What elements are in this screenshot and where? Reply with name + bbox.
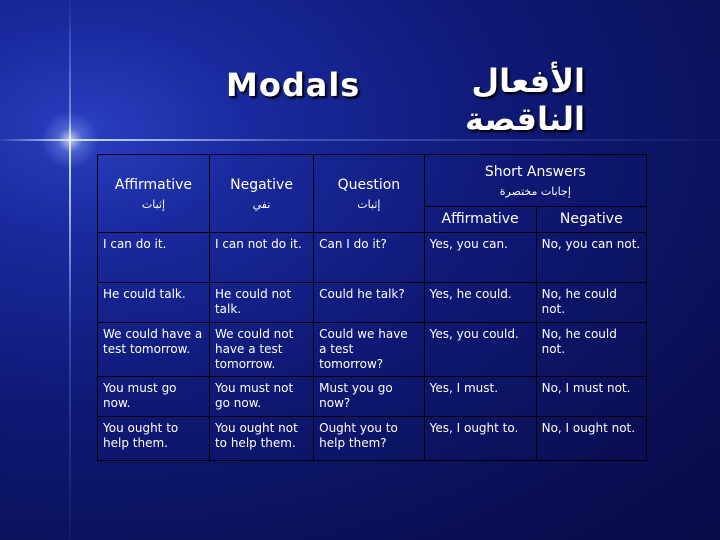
header-arabic-label: نفي xyxy=(252,197,271,211)
table-cell: Yes, you could. xyxy=(424,323,536,377)
header-negative xyxy=(209,155,313,233)
table-row xyxy=(98,417,647,461)
table-row xyxy=(98,377,647,417)
header-short-answers xyxy=(424,155,646,207)
table-cell: We could not have a test tomorrow. xyxy=(209,323,313,377)
table-cell: No, he could not. xyxy=(536,323,646,377)
table-cell: Must you go now? xyxy=(314,377,425,417)
table-cell: Yes, I ought to. xyxy=(424,417,536,461)
table-cell: No, you can not. xyxy=(536,233,646,283)
table-cell: Ought you to help them? xyxy=(314,417,425,461)
table-cell: You must go now. xyxy=(98,377,210,417)
header-label: Short Answers xyxy=(484,163,586,180)
lens-flare-horizontal xyxy=(0,139,720,141)
modals-table xyxy=(97,154,647,461)
header-arabic-label: إجابات مختصرة xyxy=(499,184,571,198)
header-question xyxy=(314,155,425,233)
header-arabic-label: إثبات xyxy=(141,197,166,211)
slide-title-arabic: الأفعال الناقصة xyxy=(465,62,585,138)
header-affirmative xyxy=(98,155,210,233)
table-cell: No, he could not. xyxy=(536,283,646,323)
table-cell: You ought not to help them. xyxy=(209,417,313,461)
table-cell: Yes, he could. xyxy=(424,283,536,323)
table-row xyxy=(98,283,647,323)
table-cell: You must not go now. xyxy=(209,377,313,417)
subheader-affirmative: Affirmative xyxy=(424,207,536,233)
table-header-row xyxy=(98,155,647,207)
table-cell: You ought to help them. xyxy=(98,417,210,461)
table-cell: Yes, you can. xyxy=(424,233,536,283)
header-arabic-label: إثبات xyxy=(357,197,381,211)
table-cell: No, I ought not. xyxy=(536,417,646,461)
lens-flare-vertical xyxy=(69,0,71,540)
table-row xyxy=(98,233,647,283)
table-cell: He could not talk. xyxy=(209,283,313,323)
table-cell: Could he talk? xyxy=(314,283,425,323)
header-label: Affirmative xyxy=(114,176,193,193)
subheader-negative: Negative xyxy=(536,207,646,233)
table-cell: Could we have a test tomorrow? xyxy=(314,323,425,377)
table-cell: I can do it. xyxy=(98,233,210,283)
slide-title-english: Modals xyxy=(226,66,361,104)
table-cell: No, I must not. xyxy=(536,377,646,417)
header-label: Negative xyxy=(230,176,293,193)
header-label: Question xyxy=(337,176,401,193)
table-cell: We could have a test tomorrow. xyxy=(98,323,210,377)
table-cell: Can I do it? xyxy=(314,233,425,283)
table-row xyxy=(98,323,647,377)
table-cell: He could talk. xyxy=(98,283,210,323)
table-cell: Yes, I must. xyxy=(424,377,536,417)
table-cell: I can not do it. xyxy=(209,233,313,283)
